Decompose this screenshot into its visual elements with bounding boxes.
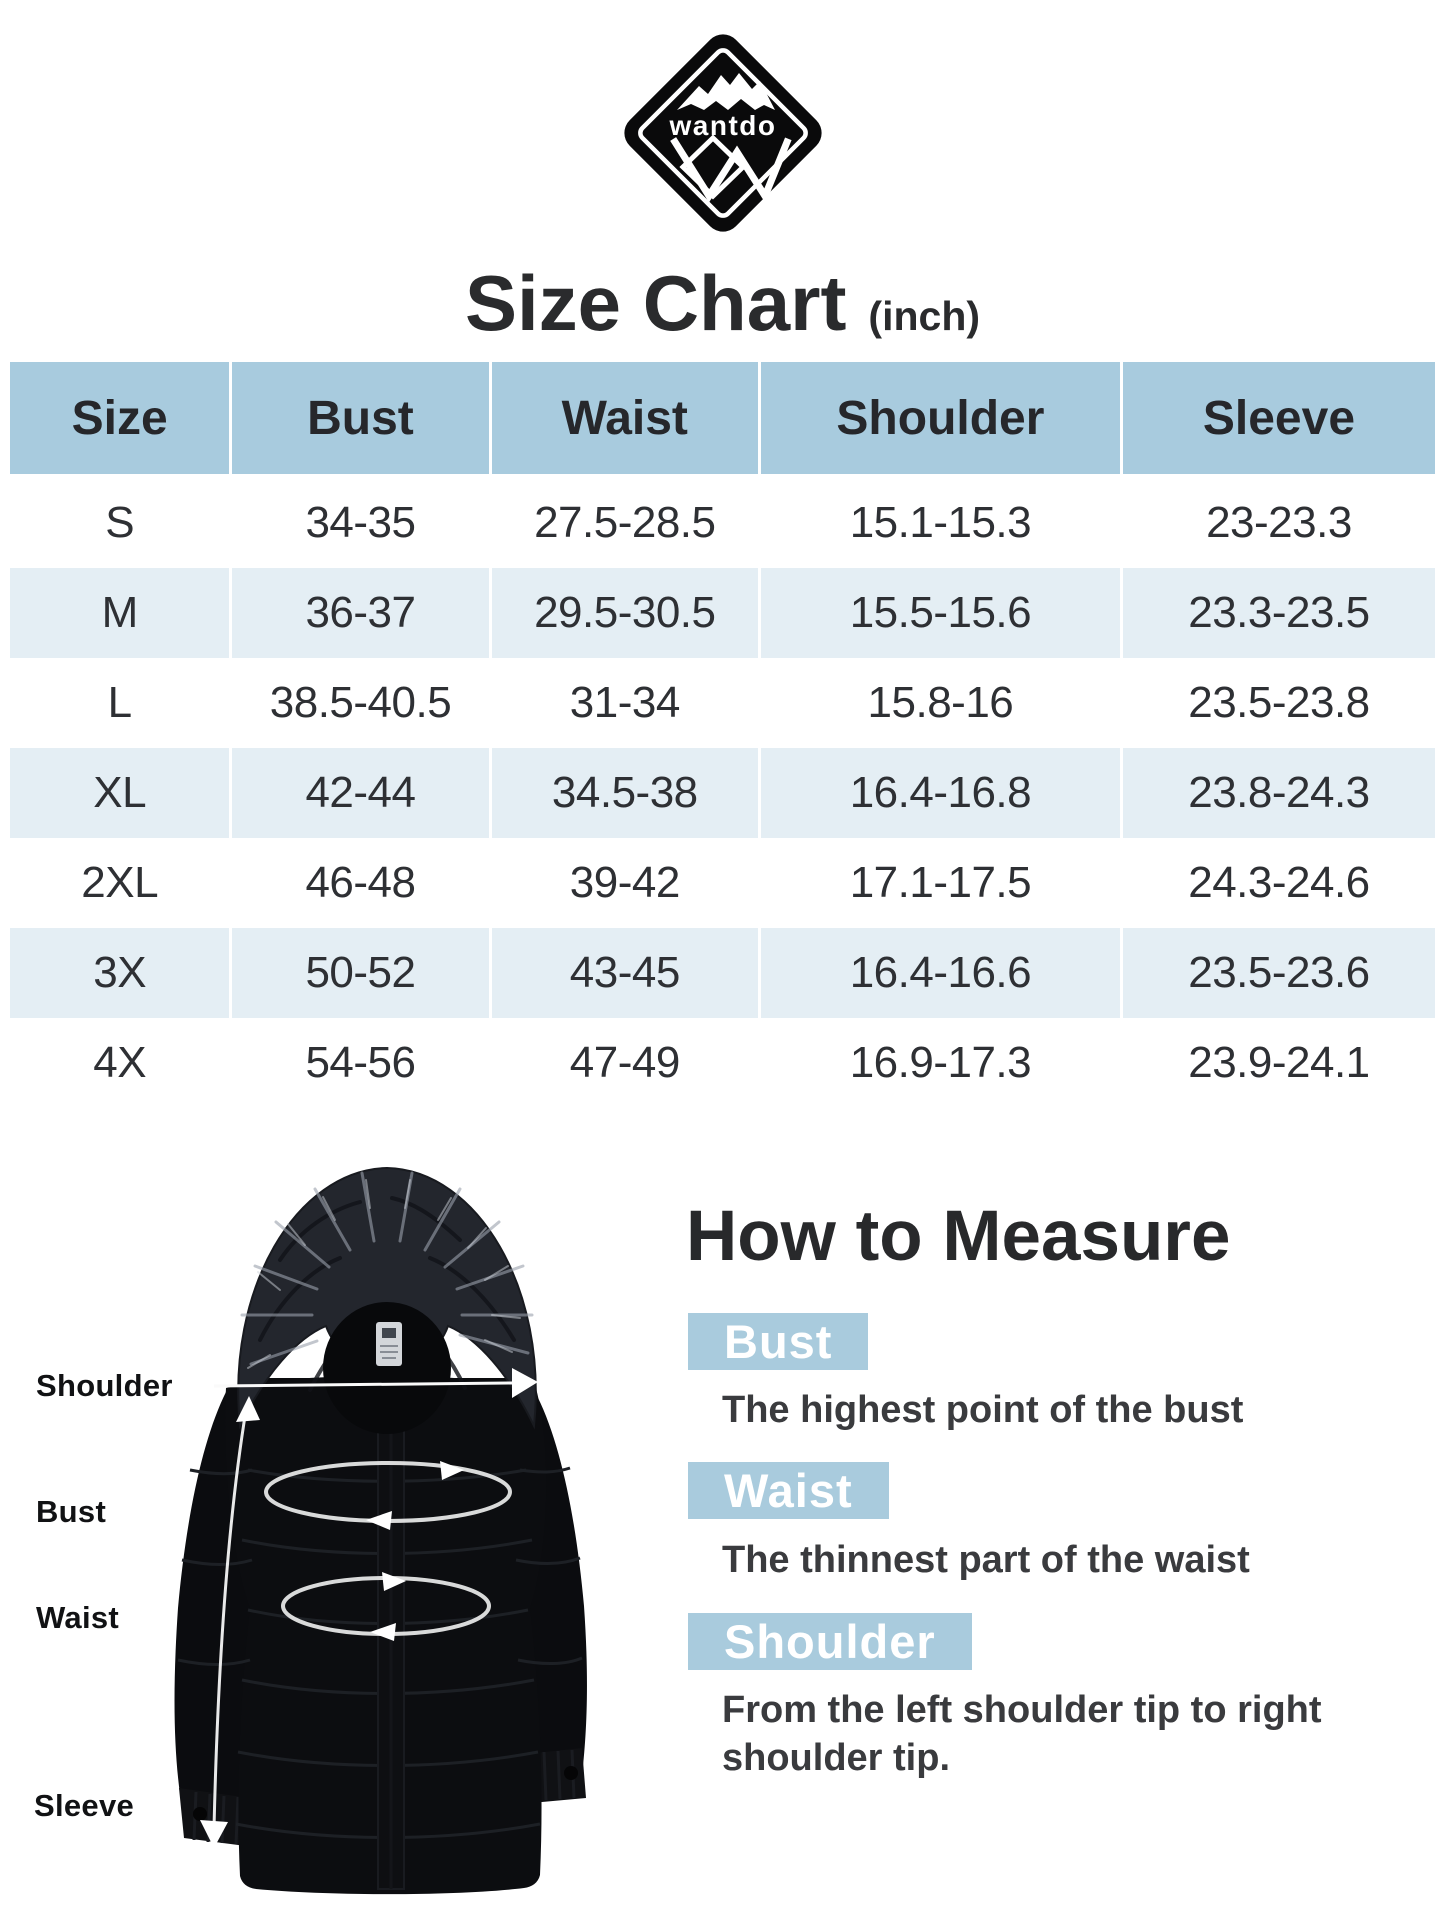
cell-bust: 42-44	[232, 748, 491, 838]
table-header-row	[10, 362, 1435, 478]
cell-bust: 34-35	[232, 478, 491, 568]
measure-chip-waist: Waist	[688, 1462, 889, 1519]
cell-bust: 36-37	[232, 568, 491, 658]
cell-sleeve: 23-23.3	[1123, 478, 1435, 568]
cell-shoulder: 16.9-17.3	[761, 1018, 1123, 1108]
cell-bust: 46-48	[232, 838, 491, 928]
table-row	[10, 568, 1435, 658]
cell-sleeve: 24.3-24.6	[1123, 838, 1435, 928]
header-cell-waist: Waist	[492, 362, 761, 478]
table-row	[10, 748, 1435, 838]
cell-size: 2XL	[10, 838, 232, 928]
table-row	[10, 478, 1435, 568]
header-cell-bust: Bust	[232, 362, 491, 478]
cell-sleeve: 23.3-23.5	[1123, 568, 1435, 658]
cell-sleeve: 23.9-24.1	[1123, 1018, 1435, 1108]
table-row	[10, 658, 1435, 748]
cell-size: L	[10, 658, 232, 748]
cell-sleeve: 23.5-23.8	[1123, 658, 1435, 748]
table-row	[10, 928, 1435, 1018]
cell-bust: 38.5-40.5	[232, 658, 491, 748]
cell-size: XL	[10, 748, 232, 838]
how-to-measure-heading: How to Measure	[686, 1197, 1231, 1276]
cell-shoulder: 17.1-17.5	[761, 838, 1123, 928]
measure-chip-bust: Bust	[688, 1313, 868, 1370]
cell-waist: 31-34	[492, 658, 761, 748]
cell-bust: 54-56	[232, 1018, 491, 1108]
cell-sleeve: 23.5-23.6	[1123, 928, 1435, 1018]
cell-bust: 50-52	[232, 928, 491, 1018]
measure-desc-waist: The thinnest part of the waist	[722, 1539, 1250, 1581]
table-row	[10, 1018, 1435, 1108]
diagram-label-waist: Waist	[36, 1600, 120, 1635]
cell-waist: 47-49	[492, 1018, 761, 1108]
cell-size: M	[10, 568, 232, 658]
cell-shoulder: 15.5-15.6	[761, 568, 1123, 658]
diagram-label-sleeve: Sleeve	[34, 1788, 135, 1823]
wantdo-logo	[617, 20, 829, 246]
diagram-label-bust: Bust	[36, 1494, 107, 1529]
measure-desc-bust: The highest point of the bust	[722, 1389, 1244, 1431]
jacket-diagram	[130, 1140, 630, 1927]
cell-waist: 29.5-30.5	[492, 568, 761, 658]
measure-desc-shoulder: From the left shoulder tip to right shoulder tip.	[722, 1689, 1322, 1779]
size-chart-table	[10, 362, 1435, 1108]
cell-waist: 34.5-38	[492, 748, 761, 838]
cell-shoulder: 16.4-16.8	[761, 748, 1123, 838]
cell-size: 3X	[10, 928, 232, 1018]
diagram-label-shoulder: Shoulder	[36, 1368, 173, 1403]
cell-sleeve: 23.8-24.3	[1123, 748, 1435, 838]
cell-size: S	[10, 478, 232, 568]
measure-chip-shoulder: Shoulder	[688, 1613, 972, 1670]
cell-size: 4X	[10, 1018, 232, 1108]
cell-waist: 43-45	[492, 928, 761, 1018]
title-text: Size Chart	[464, 259, 847, 347]
title-unit: (inch)	[868, 293, 981, 339]
header-cell-size: Size	[10, 362, 232, 478]
page-title	[0, 258, 1445, 349]
table-row	[10, 838, 1435, 928]
header-cell-sleeve: Sleeve	[1123, 362, 1435, 478]
cell-shoulder: 15.8-16	[761, 658, 1123, 748]
cell-waist: 39-42	[492, 838, 761, 928]
logo-wordmark: wantdo	[669, 110, 777, 141]
inner-label-tag	[376, 1322, 402, 1366]
header-cell-shoulder: Shoulder	[761, 362, 1123, 478]
cell-shoulder: 15.1-15.3	[761, 478, 1123, 568]
cell-waist: 27.5-28.5	[492, 478, 761, 568]
cell-shoulder: 16.4-16.6	[761, 928, 1123, 1018]
